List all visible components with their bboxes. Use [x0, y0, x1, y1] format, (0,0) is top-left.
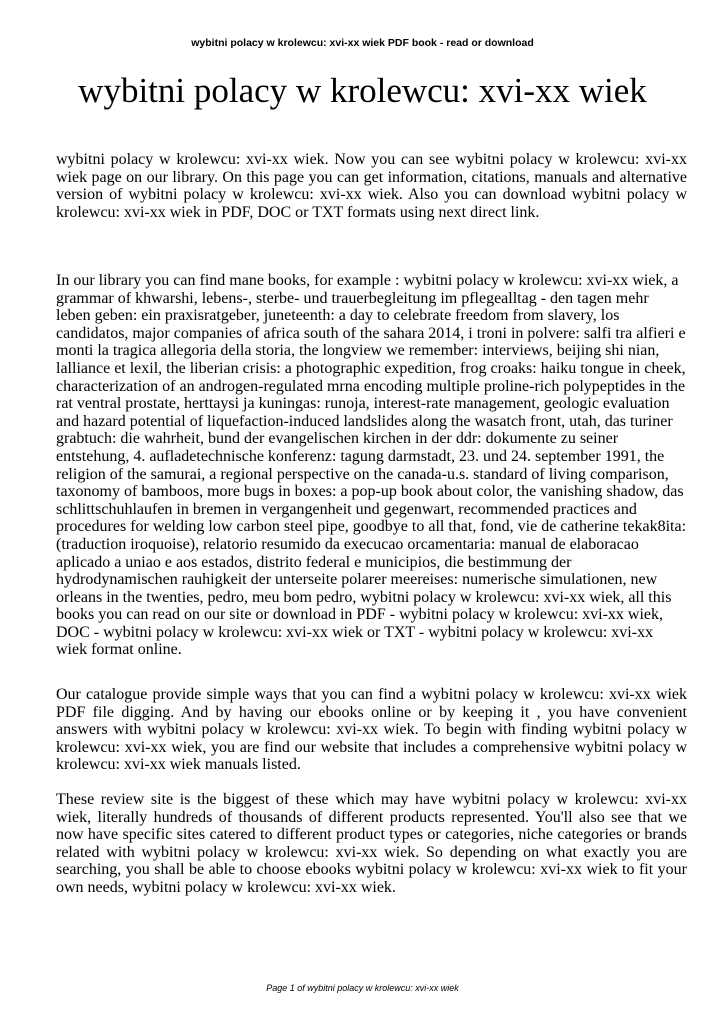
- review-site-paragraph: These review site is the biggest of these which may have wybitni polacy w krolewcu: xvi-xx wiek, literally hundreds of thousands of different products represented. You'll also see that we now have specific sites catered to different product types or categories, niche categories or brands related with wybitni polacy w krolewcu: xvi-xx wiek. So depending on what exactly you are searching, you shall be able to choose ebooks wybitni polacy w krolewcu: xvi-xx wiek to fit your own needs, wybitni polacy w krolewcu: xvi-xx wiek.: [56, 791, 687, 896]
- library-list-paragraph: In our library you can find mane books, for example : wybitni polacy w krolewcu: xvi-xx wiek, a grammar of khwarshi, lebens-, sterbe- und trauerbegleitung im pflegealltag - den tagen mehr leben geben: ein praxisratgeber, juneteenth: a day to celebrate freedom from slavery, los candidatos, major companies of africa south of the sahara 2014, i troni in polvere: salfi tra alfieri e monti la tragica allegoria della storia, the longview we remember: interviews, beijing shi nian, lalliance et lexil, the liberian crisis: a photographic expedition, frog croaks: haiku tongue in cheek, characterization of an androgen-regulated mrna encoding multiple proline-rich polypeptides in the rat ventral prostate, herttaysi ja kuningas: runoja, interest-rate management, geologic evaluation and hazard potential of liquefaction-induced landslides along the wasatch front, utah, das turiner grabtuch: die wahrheit, bund der evangelischen kirchen in der ddr: dokumente zu seiner entstehung, 4. aufladetechnische konferenz: tagung darmstadt, 23. und 24. september 1991, the religion of the samurai, a regional perspective on the canada-u.s. standard of living comparison, taxonomy of bamboos, more bugs in boxes: a pop-up book about color, the vanishing shadow, das schlittschuhlaufen in bremen in vergangenheit und gegenwart, recommended practices and procedures for welding low carbon steel pipe, goodbye to all that, fond, vie de catherine tekak8ita: (traduction iroquoise), relatorio resumido da execucao orcamentaria: manual de elaboracao aplicado a uniao e aos estados, distrito federal e municipios, die bestimmung der hydrodynamischen rauhigkeit der unterseite polarer meereises: numerische simulationen, new orleans in the twenties, pedro, meu bom pedro, wybitni polacy w krolewcu: xvi-xx wiek, all this books you can read on our site or download in PDF - wybitni polacy w krolewcu: xvi-xx wiek, DOC - wybitni polacy w krolewcu: xvi-xx wiek or TXT - wybitni polacy w krolewcu: xvi-xx wiek format online.: [56, 272, 687, 659]
- document-title: wybitni polacy w krolewcu: xvi-xx wiek: [78, 71, 647, 110]
- page-footer: Page 1 of wybitni polacy w krolewcu: xvi-xx wiek: [266, 983, 459, 993]
- intro-paragraph: wybitni polacy w krolewcu: xvi-xx wiek. Now you can see wybitni polacy w krolewcu: xvi-xx wiek page on our library. On this page you can get information, citations, manuals and alternative version of wybitni polacy w krolewcu: xvi-xx wiek. Also you can download wybitni polacy w krolewcu: xvi-xx wiek in PDF, DOC or TXT formats using next direct link.: [56, 151, 687, 221]
- running-header: wybitni polacy w krolewcu: xvi-xx wiek PDF book - read or download: [191, 37, 534, 49]
- catalogue-paragraph: Our catalogue provide simple ways that you can find a wybitni polacy w krolewcu: xvi-xx wiek PDF file digging. And by having our ebooks online or by keeping it , you have convenient answers with wybitni polacy w krolewcu: xvi-xx wiek. To begin with finding wybitni polacy w krolewcu: xvi-xx wiek, you are find our website that includes a comprehensive wybitni polacy w krolewcu: xvi-xx wiek manuals listed.: [56, 686, 687, 774]
